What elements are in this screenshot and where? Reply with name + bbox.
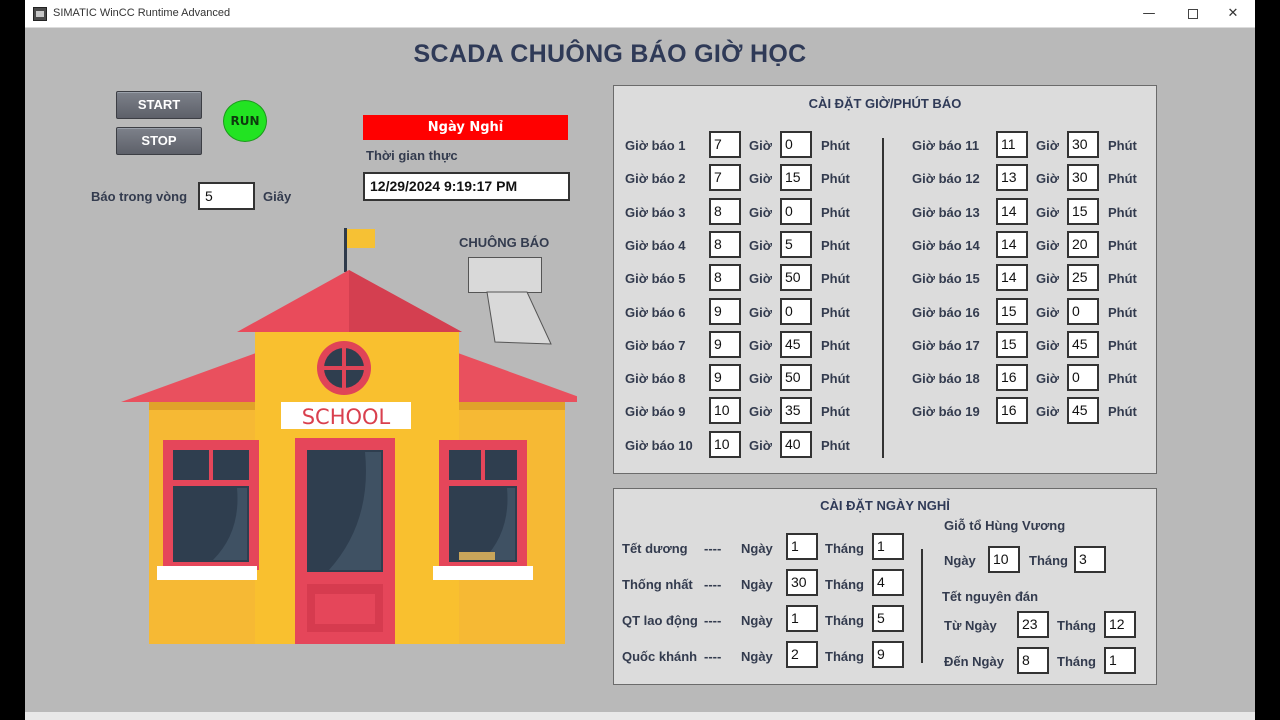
holiday-month-label-1: Tháng [825, 541, 864, 556]
alarm-minute-input-18[interactable]: 0 [1067, 364, 1099, 391]
alarm-hour-input-14[interactable]: 14 [996, 231, 1028, 258]
alarm-label-5: Giờ báo 5 [625, 271, 686, 287]
alarm-minute-unit-5: Phút [821, 271, 850, 287]
lunar-new-year-title: Tết nguyên đán [942, 589, 1039, 604]
alarm-minute-unit-8: Phút [821, 371, 850, 387]
alarm-minute-input-14[interactable]: 20 [1067, 231, 1099, 258]
alarm-minute-unit-7: Phút [821, 337, 850, 353]
alarm-minute-input-17[interactable]: 45 [1067, 331, 1099, 358]
close-button[interactable]: ✕ [1227, 6, 1239, 21]
status-bar [25, 712, 1255, 720]
holiday-month-input-1[interactable]: 1 [872, 533, 904, 560]
lunar-to-label: Đến Ngày [944, 654, 1004, 669]
alarm-minute-input-15[interactable]: 25 [1067, 264, 1099, 291]
alarm-label-15: Giờ báo 15 [912, 271, 980, 287]
alarm-hour-unit-12: Giờ [1036, 171, 1059, 187]
minimize-button[interactable]: — [1142, 6, 1156, 21]
alarm-minute-unit-16: Phút [1108, 304, 1137, 320]
alarm-hour-unit-2: Giờ [749, 171, 772, 187]
alarm-label-2: Giờ báo 2 [625, 171, 686, 187]
holiday-day-label-3: Ngày [741, 613, 773, 628]
hung-vuong-title: Giỗ tổ Hùng Vương [944, 518, 1066, 533]
duration-label: Báo trong vòng [91, 189, 188, 204]
holiday-day-label-1: Ngày [741, 541, 773, 556]
alarm-label-14: Giờ báo 14 [912, 237, 980, 253]
alarm-label-16: Giờ báo 16 [912, 304, 980, 320]
duration-unit: Giây [263, 189, 292, 204]
alarm-hour-unit-19: Giờ [1036, 404, 1059, 420]
alarm-label-13: Giờ báo 13 [912, 204, 980, 220]
alarm-hour-input-15[interactable]: 14 [996, 264, 1028, 291]
alarm-minute-unit-2: Phút [821, 171, 850, 187]
school-building-illustration [117, 222, 577, 652]
alarm-minute-input-12[interactable]: 30 [1067, 164, 1099, 191]
alarm-minute-unit-10: Phút [821, 437, 850, 453]
alarm-minute-unit-18: Phút [1108, 371, 1137, 387]
alarm-label-6: Giờ báo 6 [625, 304, 686, 320]
holiday-day-input-4[interactable]: 2 [786, 641, 818, 668]
holiday-name-4: Quốc khánh [622, 649, 698, 664]
alarm-minute-unit-19: Phút [1108, 404, 1137, 420]
day-status-badge: Ngày Nghỉ [363, 115, 568, 140]
alarm-minute-unit-13: Phút [1108, 204, 1137, 220]
alarm-minute-input-3[interactable]: 0 [780, 198, 812, 225]
alarm-hour-unit-1: Giờ [749, 138, 772, 153]
alarm-hour-input-3[interactable]: 8 [709, 198, 741, 225]
holiday-settings-title: CÀI ĐẶT NGÀY NGHỈ [820, 498, 950, 513]
lunar-from-label: Từ Ngày [944, 618, 997, 633]
alarm-minute-input-1[interactable]: 0 [780, 131, 812, 158]
alarm-hour-unit-8: Giờ [749, 371, 772, 387]
alarm-label-3: Giờ báo 3 [625, 204, 686, 220]
alarm-hour-unit-14: Giờ [1036, 237, 1059, 253]
alarm-hour-input-17[interactable]: 15 [996, 331, 1028, 358]
alarm-minute-unit-3: Phút [821, 204, 850, 220]
flag-pole [344, 228, 347, 272]
run-indicator: RUN [223, 100, 267, 142]
alarm-minute-unit-9: Phút [821, 404, 850, 420]
lunar-to-month-input[interactable]: 1 [1104, 647, 1136, 674]
app-icon [33, 7, 47, 21]
realtime-label: Thời gian thực [366, 148, 458, 163]
alarm-label-17: Giờ báo 17 [912, 337, 980, 353]
alarm-minute-unit-14: Phút [1108, 237, 1137, 253]
alarm-minute-input-2[interactable]: 15 [780, 164, 812, 191]
page-title: SCADA CHUÔNG BÁO GIỜ HỌC [413, 40, 807, 68]
alarm-hour-input-6[interactable]: 9 [709, 298, 741, 325]
alarm-minute-input-4[interactable]: 5 [780, 231, 812, 258]
alarm-minute-unit-12: Phút [1108, 171, 1137, 187]
holiday-panel-divider [921, 549, 923, 663]
alarm-label-1: Giờ báo 1 [625, 138, 686, 153]
hour-panel-divider [882, 138, 884, 458]
lunar-from-day-input[interactable]: 23 [1017, 611, 1049, 638]
alarm-hour-input-7[interactable]: 9 [709, 331, 741, 358]
alarm-label-8: Giờ báo 8 [625, 371, 686, 387]
alarm-hour-input-4[interactable]: 8 [709, 231, 741, 258]
hour-settings-panel [613, 85, 1157, 474]
holiday-month-label-4: Tháng [825, 649, 864, 664]
title-bar [25, 0, 1255, 28]
holiday-dash-4: ---- [704, 649, 722, 664]
alarm-minute-unit-4: Phút [821, 237, 850, 253]
holiday-dash-3: ---- [704, 613, 722, 628]
alarm-minute-input-5[interactable]: 50 [780, 264, 812, 291]
flag [347, 229, 375, 248]
alarm-hour-unit-9: Giờ [749, 404, 772, 420]
alarm-minute-unit-17: Phút [1108, 337, 1137, 353]
alarm-hour-unit-16: Giờ [1036, 304, 1059, 320]
lunar-to-month-label: Tháng [1057, 654, 1096, 669]
alarm-minute-input-10[interactable]: 40 [780, 431, 812, 458]
alarm-label-19: Giờ báo 19 [912, 404, 980, 420]
hung-vuong-month-label: Tháng [1029, 553, 1068, 568]
alarm-label-12: Giờ báo 12 [912, 171, 980, 187]
holiday-name-3: QT lao động [622, 613, 698, 628]
alarm-hour-unit-15: Giờ [1036, 271, 1059, 287]
holiday-day-input-2[interactable]: 30 [786, 569, 818, 596]
alarm-hour-unit-17: Giờ [1036, 337, 1059, 353]
duration-input[interactable]: 5 [198, 182, 255, 210]
alarm-hour-input-13[interactable]: 14 [996, 198, 1028, 225]
alarm-hour-input-11[interactable]: 11 [996, 131, 1028, 158]
alarm-label-18: Giờ báo 18 [912, 371, 980, 387]
hour-settings-title: CÀI ĐẶT GIỜ/PHÚT BÁO [808, 96, 962, 111]
alarm-hour-unit-6: Giờ [749, 304, 772, 320]
alarm-minute-input-8[interactable]: 50 [780, 364, 812, 391]
alarm-minute-unit-1: Phút [821, 138, 850, 153]
holiday-day-input-1[interactable]: 1 [786, 533, 818, 560]
alarm-minute-input-6[interactable]: 0 [780, 298, 812, 325]
alarm-hour-input-8[interactable]: 9 [709, 364, 741, 391]
alarm-hour-input-18[interactable]: 16 [996, 364, 1028, 391]
alarm-hour-unit-3: Giờ [749, 204, 772, 220]
holiday-day-label-4: Ngày [741, 649, 773, 664]
holiday-month-input-4[interactable]: 9 [872, 641, 904, 668]
alarm-hour-input-2[interactable]: 7 [709, 164, 741, 191]
holiday-name-1: Tết dương [622, 541, 688, 556]
alarm-hour-input-5[interactable]: 8 [709, 264, 741, 291]
holiday-day-label-2: Ngày [741, 577, 773, 592]
alarm-minute-input-9[interactable]: 35 [780, 397, 812, 424]
alarm-minute-unit-11: Phút [1108, 138, 1137, 153]
hung-vuong-day-input[interactable]: 10 [988, 546, 1020, 573]
alarm-hour-unit-11: Giờ [1036, 138, 1059, 153]
alarm-hour-unit-4: Giờ [749, 237, 772, 253]
alarm-label-4: Giờ báo 4 [625, 237, 686, 253]
window-title: SIMATIC WinCC Runtime Advanced [53, 7, 231, 19]
hung-vuong-day-label: Ngày [944, 553, 976, 568]
alarm-hour-input-9[interactable]: 10 [709, 397, 741, 424]
holiday-day-input-3[interactable]: 1 [786, 605, 818, 632]
bell-label: CHUÔNG BÁO [459, 235, 550, 250]
alarm-label-11: Giờ báo 11 [912, 138, 980, 153]
alarm-minute-unit-6: Phút [821, 304, 850, 320]
alarm-hour-unit-5: Giờ [749, 271, 772, 287]
alarm-hour-unit-13: Giờ [1036, 204, 1059, 220]
runtime-window [25, 0, 1255, 720]
stop-button[interactable]: STOP [116, 127, 202, 155]
alarm-label-10: Giờ báo 10 [625, 437, 693, 453]
maximize-icon [1188, 9, 1198, 19]
alarm-hour-input-16[interactable]: 15 [996, 298, 1028, 325]
hung-vuong-month-input[interactable]: 3 [1074, 546, 1106, 573]
alarm-hour-unit-7: Giờ [749, 337, 772, 353]
alarm-hour-input-10[interactable]: 10 [709, 431, 741, 458]
holiday-settings-panel [613, 488, 1157, 685]
alarm-hour-input-1[interactable]: 7 [709, 131, 741, 158]
alarm-hour-unit-10: Giờ [749, 437, 772, 453]
holiday-dash-2: ---- [704, 577, 722, 592]
alarm-label-7: Giờ báo 7 [625, 337, 686, 353]
lunar-from-month-label: Tháng [1057, 618, 1096, 633]
alarm-hour-input-19[interactable]: 16 [996, 397, 1028, 424]
holiday-month-label-2: Tháng [825, 577, 864, 592]
alarm-minute-input-19[interactable]: 45 [1067, 397, 1099, 424]
alarm-hour-input-12[interactable]: 13 [996, 164, 1028, 191]
lunar-from-month-input[interactable]: 12 [1104, 611, 1136, 638]
realtime-clock: 12/29/2024 9:19:17 PM [363, 172, 570, 201]
holiday-dash-1: ---- [704, 541, 722, 556]
holiday-name-2: Thống nhất [622, 577, 693, 592]
alarm-label-9: Giờ báo 9 [625, 404, 686, 420]
school-sign-text: SCHOOL [301, 405, 391, 429]
holiday-month-input-2[interactable]: 4 [872, 569, 904, 596]
start-button[interactable]: START [116, 91, 202, 119]
alarm-minute-input-16[interactable]: 0 [1067, 298, 1099, 325]
holiday-month-label-3: Tháng [825, 613, 864, 628]
alarm-hour-unit-18: Giờ [1036, 371, 1059, 387]
alarm-minute-input-7[interactable]: 45 [780, 331, 812, 358]
holiday-month-input-3[interactable]: 5 [872, 605, 904, 632]
alarm-minute-unit-15: Phút [1108, 271, 1137, 287]
maximize-button[interactable] [1171, 0, 1215, 28]
alarm-minute-input-13[interactable]: 15 [1067, 198, 1099, 225]
lunar-to-day-input[interactable]: 8 [1017, 647, 1049, 674]
alarm-minute-input-11[interactable]: 30 [1067, 131, 1099, 158]
